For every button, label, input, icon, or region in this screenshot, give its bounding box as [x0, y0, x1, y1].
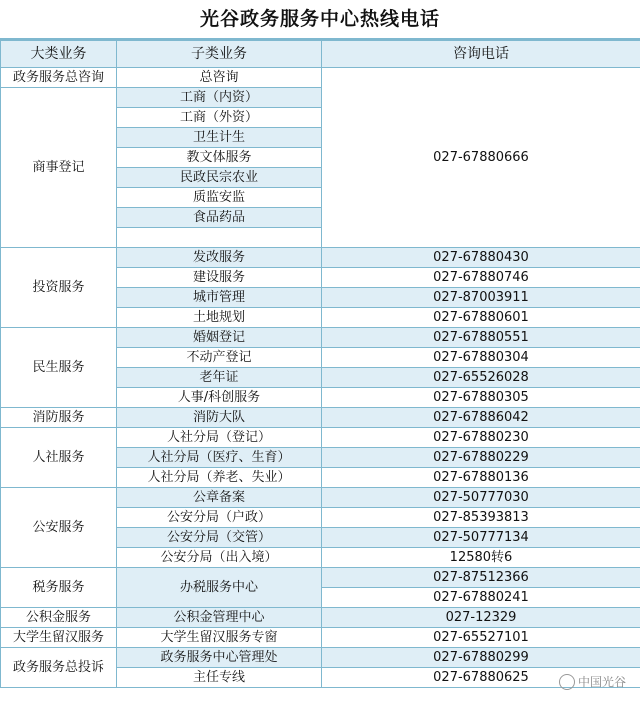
category-cell: 投资服务 [1, 248, 117, 328]
table-row [1, 328, 640, 348]
table-row [1, 428, 640, 448]
subcategory-cell: 政务服务中心管理处 [117, 648, 322, 668]
category-cell: 政务服务总咨询 [1, 68, 117, 88]
subcategory-cell: 人事/科创服务 [117, 388, 322, 408]
phone-cell: 027-50777030 [322, 488, 640, 508]
subcategory-cell: 民政民宗农业 [117, 168, 322, 188]
subcategory-cell: 土地规划 [117, 308, 322, 328]
subcategory-cell: 城市管理 [117, 288, 322, 308]
page-title: 光谷政务服务中心热线电话 [0, 0, 640, 40]
table-row [1, 488, 640, 508]
subcategory-cell: 公安分局（交管） [117, 528, 322, 548]
category-cell: 公积金服务 [1, 608, 117, 628]
phone-cell: 027-67880305 [322, 388, 640, 408]
wechat-icon [559, 674, 575, 690]
subcategory-cell [117, 228, 322, 248]
phone-cell: 027-67880136 [322, 468, 640, 488]
phone-cell: 12580转6 [322, 548, 640, 568]
phone-cell: 027-67880304 [322, 348, 640, 368]
table-row [1, 68, 640, 88]
phone-cell: 027-67880551 [322, 328, 640, 348]
subcategory-cell: 人社分局（医疗、生育） [117, 448, 322, 468]
phone-cell: 027-87512366 [322, 568, 640, 588]
subcategory-cell: 婚姻登记 [117, 328, 322, 348]
category-cell: 税务服务 [1, 568, 117, 608]
category-cell: 公安服务 [1, 488, 117, 568]
subcategory-cell: 质监安监 [117, 188, 322, 208]
table-row [1, 248, 640, 268]
subcategory-cell: 公安分局（户政） [117, 508, 322, 528]
phone-cell: 027-85393813 [322, 508, 640, 528]
subcategory-cell: 主任专线 [117, 668, 322, 688]
phone-cell: 027-67880666 [322, 68, 640, 248]
subcategory-cell: 教文体服务 [117, 148, 322, 168]
header-phone: 咨询电话 [322, 41, 640, 68]
subcategory-cell: 公安分局（出入境） [117, 548, 322, 568]
subcategory-cell: 公章备案 [117, 488, 322, 508]
table-row [1, 648, 640, 668]
subcategory-cell: 总咨询 [117, 68, 322, 88]
header-subcategory: 子类业务 [117, 41, 322, 68]
subcategory-cell: 发改服务 [117, 248, 322, 268]
table-row [1, 608, 640, 628]
phone-cell: 027-67880625 [322, 668, 640, 688]
subcategory-cell: 不动产登记 [117, 348, 322, 368]
watermark-text: 中国光谷 [577, 674, 626, 689]
phone-cell: 027-87003911 [322, 288, 640, 308]
subcategory-cell: 工商（外资） [117, 108, 322, 128]
table-row [1, 628, 640, 648]
phone-cell: 027-65527101 [322, 628, 640, 648]
subcategory-cell: 人社分局（养老、失业） [117, 468, 322, 488]
subcategory-cell: 工商（内资） [117, 88, 322, 108]
subcategory-cell: 卫生计生 [117, 128, 322, 148]
subcategory-cell: 办税服务中心 [117, 568, 322, 608]
category-cell: 人社服务 [1, 428, 117, 488]
phone-cell: 027-67880229 [322, 448, 640, 468]
subcategory-cell: 消防大队 [117, 408, 322, 428]
subcategory-cell: 公积金管理中心 [117, 608, 322, 628]
subcategory-cell: 老年证 [117, 368, 322, 388]
subcategory-cell: 食品药品 [117, 208, 322, 228]
table-header-row [1, 41, 640, 68]
phone-cell: 027-67880241 [322, 588, 640, 608]
table-row [1, 408, 640, 428]
table-row [1, 568, 640, 588]
subcategory-cell: 建设服务 [117, 268, 322, 288]
phone-cell: 027-67880230 [322, 428, 640, 448]
phone-cell: 027-67880601 [322, 308, 640, 328]
header-category: 大类业务 [1, 41, 117, 68]
phone-cell: 027-50777134 [322, 528, 640, 548]
phone-cell: 027-67880299 [322, 648, 640, 668]
phone-cell: 027-67886042 [322, 408, 640, 428]
subcategory-cell: 大学生留汉服务专窗 [117, 628, 322, 648]
subcategory-cell: 人社分局（登记） [117, 428, 322, 448]
phone-cell: 027-67880746 [322, 268, 640, 288]
category-cell: 商事登记 [1, 88, 117, 248]
phone-cell: 027-67880430 [322, 248, 640, 268]
category-cell: 民生服务 [1, 328, 117, 408]
category-cell: 大学生留汉服务 [1, 628, 117, 648]
hotline-table [0, 40, 640, 688]
watermark [559, 673, 626, 691]
phone-cell: 027-65526028 [322, 368, 640, 388]
category-cell: 消防服务 [1, 408, 117, 428]
category-cell: 政务服务总投诉 [1, 648, 117, 688]
phone-cell: 027-12329 [322, 608, 640, 628]
